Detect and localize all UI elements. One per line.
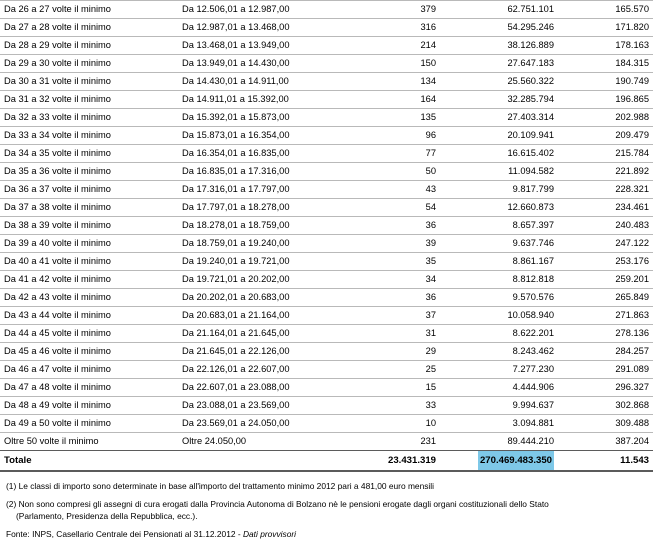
cell-average: 302.868: [558, 397, 653, 415]
cell-average: 228.321: [558, 181, 653, 199]
cell-amount: 20.109.941: [440, 127, 558, 145]
cell-amount: 4.444.906: [440, 379, 558, 397]
cell-class: Da 49 a 50 volte il minimo: [0, 415, 178, 433]
cell-average: 215.784: [558, 145, 653, 163]
table-row: [0, 73, 653, 91]
cell-count: 29: [348, 343, 440, 361]
cell-amount: 9.817.799: [440, 181, 558, 199]
total-amount-highlight: 270.469.483.350: [478, 451, 554, 470]
cell-count: 231: [348, 433, 440, 451]
cell-average: 271.863: [558, 307, 653, 325]
cell-class: Da 31 a 32 volte il minimo: [0, 91, 178, 109]
cell-interval: Da 21.645,01 a 22.126,00: [178, 343, 348, 361]
cell-average: 247.122: [558, 235, 653, 253]
table-body: [0, 1, 653, 472]
cell-count: 54: [348, 199, 440, 217]
cell-count: 37: [348, 307, 440, 325]
table-total-row: [0, 451, 653, 472]
cell-interval: Da 23.088,01 a 23.569,00: [178, 397, 348, 415]
cell-count: 25: [348, 361, 440, 379]
footnotes: [0, 480, 653, 540]
cell-average: 291.089: [558, 361, 653, 379]
table-row: [0, 145, 653, 163]
cell-amount: 9.994.637: [440, 397, 558, 415]
cell-interval: Da 22.126,01 a 22.607,00: [178, 361, 348, 379]
cell-count: 10: [348, 415, 440, 433]
cell-interval: Da 19.240,01 a 19.721,00: [178, 253, 348, 271]
cell-count: 43: [348, 181, 440, 199]
table-row: [0, 289, 653, 307]
cell-interval: Da 12.987,01 a 13.468,00: [178, 19, 348, 37]
cell-class: Da 48 a 49 volte il minimo: [0, 397, 178, 415]
cell-interval: Da 22.607,01 a 23.088,00: [178, 379, 348, 397]
cell-average: 278.136: [558, 325, 653, 343]
cell-average: 259.201: [558, 271, 653, 289]
cell-average: 196.865: [558, 91, 653, 109]
cell-interval: Da 20.683,01 a 21.164,00: [178, 307, 348, 325]
cell-average: 284.257: [558, 343, 653, 361]
total-label: Totale: [0, 451, 178, 472]
table-row: [0, 127, 653, 145]
table-row: [0, 361, 653, 379]
cell-count: 135: [348, 109, 440, 127]
cell-average: 296.327: [558, 379, 653, 397]
cell-amount: 9.637.746: [440, 235, 558, 253]
table-row: [0, 1, 653, 19]
cell-count: 34: [348, 271, 440, 289]
cell-count: 33: [348, 397, 440, 415]
total-count: 23.431.319: [348, 451, 440, 472]
table-row: [0, 163, 653, 181]
cell-count: 15: [348, 379, 440, 397]
cell-class: Da 42 a 43 volte il minimo: [0, 289, 178, 307]
cell-count: 31: [348, 325, 440, 343]
table-row: [0, 55, 653, 73]
cell-interval: Da 19.721,01 a 20.202,00: [178, 271, 348, 289]
cell-amount: 27.403.314: [440, 109, 558, 127]
table-row: [0, 217, 653, 235]
cell-class: Da 30 a 31 volte il minimo: [0, 73, 178, 91]
total-interval: [178, 451, 348, 472]
cell-amount: 8.243.462: [440, 343, 558, 361]
table-row: [0, 235, 653, 253]
cell-count: 164: [348, 91, 440, 109]
table-row: [0, 379, 653, 397]
total-average: 11.543: [558, 451, 653, 472]
table-row: [0, 343, 653, 361]
cell-interval: Da 18.759,01 a 19.240,00: [178, 235, 348, 253]
cell-amount: 8.657.397: [440, 217, 558, 235]
cell-average: 387.204: [558, 433, 653, 451]
table-row: [0, 109, 653, 127]
cell-amount: 8.861.167: [440, 253, 558, 271]
cell-amount: 9.570.576: [440, 289, 558, 307]
cell-class: Da 39 a 40 volte il minimo: [0, 235, 178, 253]
footnote-2: [6, 498, 653, 523]
cell-interval: Da 15.392,01 a 15.873,00: [178, 109, 348, 127]
table-row: [0, 415, 653, 433]
footnote-1: (1) Le classi di importo sono determinate in base all'importo del trattamento minimo 2012 pari a 481,00 euro mensili: [6, 480, 653, 493]
cell-amount: 25.560.322: [440, 73, 558, 91]
footnote-2-line1: (2) Non sono compresi gli assegni di cura erogati dalla Provincia Autonoma di Bolzano nè le pensioni erogate dagli organi costituzionali dello Stato: [6, 499, 549, 509]
cell-count: 150: [348, 55, 440, 73]
cell-class: Da 37 a 38 volte il minimo: [0, 199, 178, 217]
cell-average: 253.176: [558, 253, 653, 271]
cell-class: Da 33 a 34 volte il minimo: [0, 127, 178, 145]
cell-interval: Da 16.354,01 a 16.835,00: [178, 145, 348, 163]
cell-amount: 8.812.818: [440, 271, 558, 289]
cell-amount: 62.751.101: [440, 1, 558, 19]
cell-amount: 89.444.210: [440, 433, 558, 451]
table-row: [0, 199, 653, 217]
table-row: [0, 433, 653, 451]
cell-class: Da 45 a 46 volte il minimo: [0, 343, 178, 361]
cell-average: 265.849: [558, 289, 653, 307]
cell-count: 96: [348, 127, 440, 145]
cell-interval: Da 21.164,01 a 21.645,00: [178, 325, 348, 343]
table-row: [0, 307, 653, 325]
table-row: [0, 181, 653, 199]
cell-class: Da 32 a 33 volte il minimo: [0, 109, 178, 127]
cell-average: 190.749: [558, 73, 653, 91]
cell-interval: Da 12.506,01 a 12.987,00: [178, 1, 348, 19]
cell-class: Da 34 a 35 volte il minimo: [0, 145, 178, 163]
cell-class: Da 40 a 41 volte il minimo: [0, 253, 178, 271]
table-row: [0, 325, 653, 343]
cell-count: 36: [348, 217, 440, 235]
cell-interval: Da 18.278,01 a 18.759,00: [178, 217, 348, 235]
cell-count: 39: [348, 235, 440, 253]
cell-amount: 8.622.201: [440, 325, 558, 343]
cell-average: 234.461: [558, 199, 653, 217]
cell-amount: 3.094.881: [440, 415, 558, 433]
table-row: [0, 91, 653, 109]
source-text: Fonte: INPS, Casellario Centrale dei Pensionati al 31.12.2012 -: [6, 529, 243, 539]
cell-class: Da 36 a 37 volte il minimo: [0, 181, 178, 199]
table-row: [0, 271, 653, 289]
cell-interval: Da 16.835,01 a 17.316,00: [178, 163, 348, 181]
cell-average: 221.892: [558, 163, 653, 181]
cell-average: 202.988: [558, 109, 653, 127]
cell-amount: 10.058.940: [440, 307, 558, 325]
cell-count: 36: [348, 289, 440, 307]
table-row: [0, 397, 653, 415]
cell-class: Da 41 a 42 volte il minimo: [0, 271, 178, 289]
cell-class: Da 28 a 29 volte il minimo: [0, 37, 178, 55]
cell-amount: 16.615.402: [440, 145, 558, 163]
cell-class: Da 38 a 39 volte il minimo: [0, 217, 178, 235]
cell-class: Da 29 a 30 volte il minimo: [0, 55, 178, 73]
cell-amount: 7.277.230: [440, 361, 558, 379]
table-row: [0, 37, 653, 55]
cell-count: 77: [348, 145, 440, 163]
cell-interval: Da 14.911,01 a 15.392,00: [178, 91, 348, 109]
cell-average: 165.570: [558, 1, 653, 19]
cell-class: Da 26 a 27 volte il minimo: [0, 1, 178, 19]
source-note: [6, 528, 653, 540]
cell-interval: Da 14.430,01 a 14.911,00: [178, 73, 348, 91]
cell-class: Da 47 a 48 volte il minimo: [0, 379, 178, 397]
cell-average: 309.488: [558, 415, 653, 433]
source-provisional: Dati provvisori: [243, 529, 296, 539]
cell-class: Da 27 a 28 volte il minimo: [0, 19, 178, 37]
cell-average: 209.479: [558, 127, 653, 145]
cell-average: 178.163: [558, 37, 653, 55]
cell-interval: Da 13.468,01 a 13.949,00: [178, 37, 348, 55]
cell-class: Da 46 a 47 volte il minimo: [0, 361, 178, 379]
total-amount-cell: [440, 451, 558, 472]
cell-average: 171.820: [558, 19, 653, 37]
cell-amount: 27.647.183: [440, 55, 558, 73]
cell-interval: Da 20.202,01 a 20.683,00: [178, 289, 348, 307]
cell-count: 316: [348, 19, 440, 37]
cell-amount: 54.295.246: [440, 19, 558, 37]
cell-amount: 11.094.582: [440, 163, 558, 181]
cell-interval: Oltre 24.050,00: [178, 433, 348, 451]
cell-amount: 32.285.794: [440, 91, 558, 109]
cell-count: 35: [348, 253, 440, 271]
cell-amount: 38.126.889: [440, 37, 558, 55]
cell-class: Da 43 a 44 volte il minimo: [0, 307, 178, 325]
cell-interval: Da 23.569,01 a 24.050,00: [178, 415, 348, 433]
cell-class: Da 35 a 36 volte il minimo: [0, 163, 178, 181]
cell-interval: Da 17.797,01 a 18.278,00: [178, 199, 348, 217]
cell-interval: Da 15.873,01 a 16.354,00: [178, 127, 348, 145]
cell-average: 184.315: [558, 55, 653, 73]
cell-count: 379: [348, 1, 440, 19]
cell-interval: Da 17.316,01 a 17.797,00: [178, 181, 348, 199]
cell-count: 214: [348, 37, 440, 55]
cell-amount: 12.660.873: [440, 199, 558, 217]
table-row: [0, 19, 653, 37]
cell-interval: Da 13.949,01 a 14.430,00: [178, 55, 348, 73]
cell-count: 134: [348, 73, 440, 91]
footnote-2-line2: (Parlamento, Presidenza della Repubblica, ecc.).: [6, 510, 653, 523]
cell-class: Da 44 a 45 volte il minimo: [0, 325, 178, 343]
cell-average: 240.483: [558, 217, 653, 235]
table-row: [0, 253, 653, 271]
cell-class: Oltre 50 volte il minimo: [0, 433, 178, 451]
cell-count: 50: [348, 163, 440, 181]
